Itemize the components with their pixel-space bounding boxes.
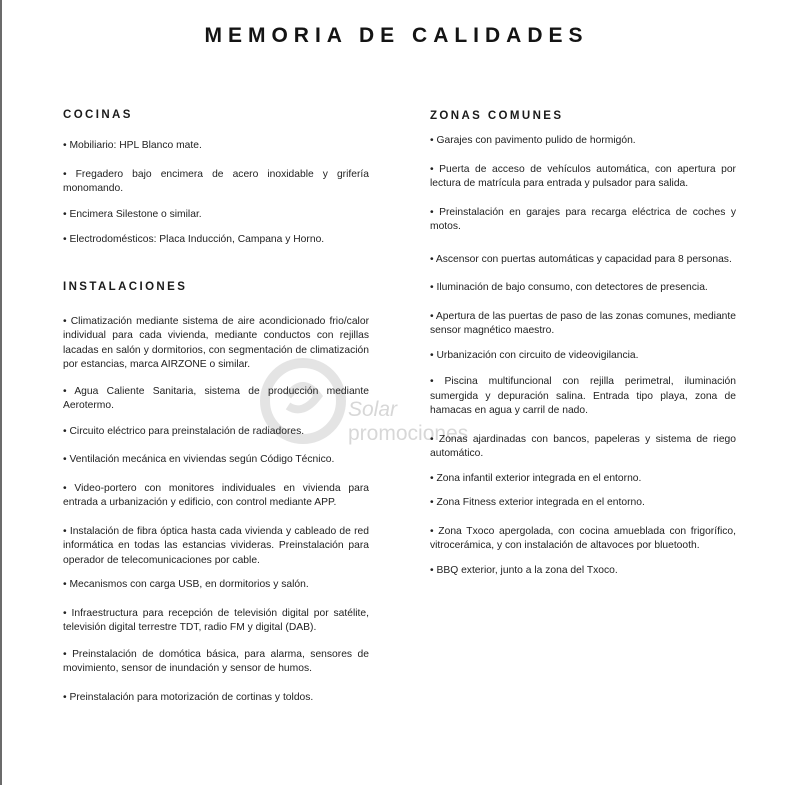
list-item: • Preinstalación de domótica básica, para alarma, sensores de movimiento, sensor de inundación y sensor de humos. — [63, 648, 369, 674]
list-item: • Zona Txoco apergolada, con cocina amueblada con frigorífico, vitrocerámica, y con instalación de altavoces por bluetooth. — [430, 525, 736, 551]
list-item: • Circuito eléctrico para preinstalación de radiadores. — [63, 425, 305, 437]
list-item: • Mecanismos con carga USB, en dormitorios y salón. — [63, 579, 309, 590]
section-heading-cocinas: COCINAS — [63, 109, 133, 121]
page-title: MEMORIA DE CALIDADES — [204, 24, 589, 47]
list-item: • Video-portero con monitores individuales en vivienda para entrada a urbanización y edificio, con control mediante APP. — [63, 482, 369, 508]
list-item: • Mobiliario: HPL Blanco mate. — [63, 140, 202, 151]
left-column — [63, 109, 369, 705]
left-border-line — [0, 0, 2, 785]
list-item: • Electrodomésticos: Placa Inducción, Campana y Horno. — [63, 234, 325, 245]
right-column — [430, 110, 736, 578]
list-item: • Zona Fitness exterior integrada en el entorno. — [430, 497, 645, 508]
list-item: • Fregadero bajo encimera de acero inoxidable y grifería monomando. — [63, 168, 369, 194]
list-item: • Piscina multifuncional con rejilla perimetral, iluminación sumergida y depuración salina. Entrada tipo playa, zona de hamacas en agua y carril de nado. — [430, 376, 736, 416]
section-heading-instalaciones: INSTALACIONES — [63, 280, 188, 293]
watermark-line2: promociones — [348, 422, 469, 445]
list-item: • Zona infantil exterior integrada en el entorno. — [430, 472, 642, 484]
list-item: • Infraestructura para recepción de televisión digital por satélite, televisión digital terrestre TDT, radio FM y digital (DAB). — [63, 607, 369, 633]
list-item: • Iluminación de bajo consumo, con detectores de presencia. — [430, 282, 708, 293]
section-heading-zonas-comunes: ZONAS COMUNES — [430, 110, 564, 122]
list-item: • Encimera Silestone o similar. — [63, 208, 202, 220]
list-item: • BBQ exterior, junto a la zona del Txoco. — [430, 564, 618, 576]
list-item: • Zonas ajardinadas con bancos, papeleras y sistema de riego automático. — [430, 433, 736, 459]
list-item: • Preinstalación en garajes para recarga eléctrica de coches y motos. — [430, 206, 736, 232]
list-item: • Ascensor con puertas automáticas y capacidad para 8 personas. — [430, 253, 732, 265]
list-item: • Ventilación mecánica en viviendas según Código Técnico. — [63, 454, 335, 465]
list-item: • Puerta de acceso de vehículos automática, con apertura por lectura de matrícula para entrada y pulsador para salida. — [430, 163, 736, 189]
list-item: • Urbanización con circuito de videovigilancia. — [430, 349, 639, 361]
list-item: • Climatización mediante sistema de aire acondicionado frio/calor individual para cada vivienda, mediante conductos con rejillas lacadas en salón y dormitorios, con segmentación de climatización por estancias, marca AIRZONE o similar. — [63, 315, 369, 370]
watermark-line1: Solar — [348, 398, 398, 421]
list-item: • Preinstalación para motorización de cortinas y toldos. — [63, 691, 314, 703]
list-item: • Garajes con pavimento pulido de hormigón. — [430, 135, 636, 146]
list-item: • Agua Caliente Sanitaria, sistema de producción mediante Aerotermo. — [63, 385, 369, 411]
list-item: • Instalación de fibra óptica hasta cada vivienda y cableado de red informática en todas las estancias vivideras. Preinstalación para operador de telecomunicaciones por cable. — [63, 525, 369, 566]
list-item: • Apertura de las puertas de paso de las zonas comunes, mediante sensor magnético maestro. — [430, 310, 736, 336]
